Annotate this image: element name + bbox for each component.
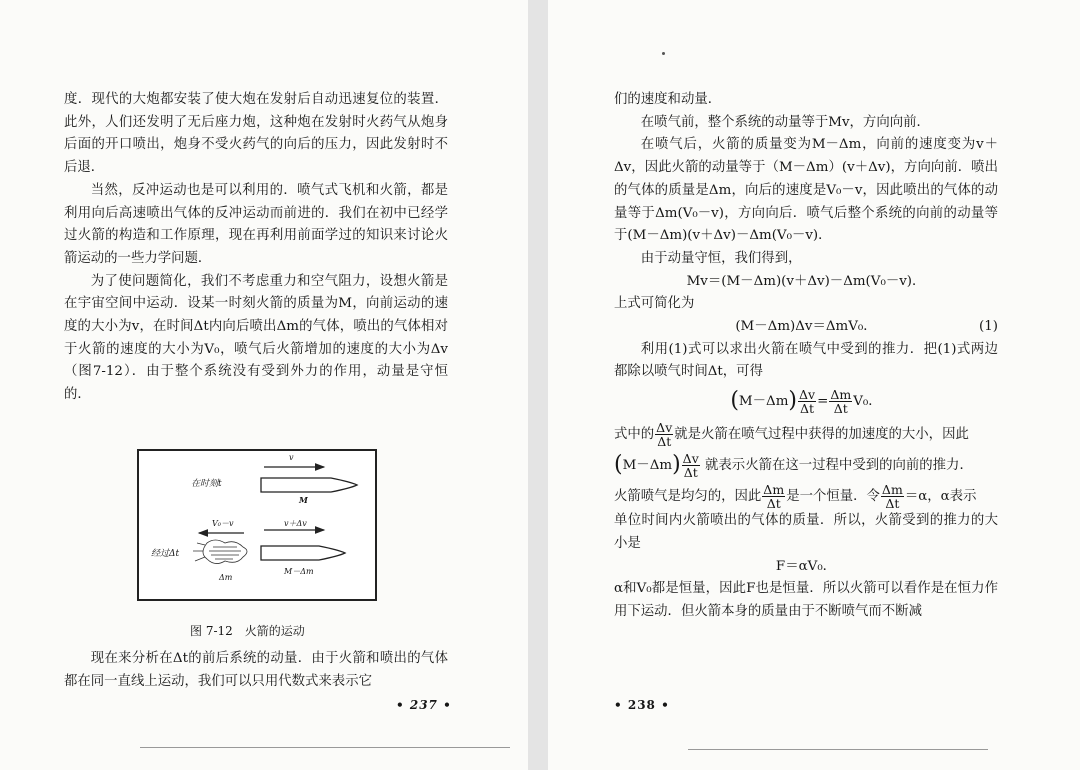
label-v-plus-dv: v＋Δv	[284, 519, 307, 528]
right-line-7: 式中的 $\frac{\Delta v}{\Delta t}$ 就是火箭在喷气过程中获得的加速度的大小，因此	[614, 420, 969, 450]
bottom-rule-right	[688, 749, 988, 750]
right-line-10: 单位时间内火箭喷出的气体的质量．所以，火箭受到的推力的大小是	[614, 513, 998, 551]
label-M-minus-dm: M－Δm	[284, 567, 314, 576]
left-paragraph-2: 当然，反冲运动也是可以利用的．喷气式飞机和火箭，都是利用向后高速喷出气体的反冲运动而前进的．我们在初中已经学过火箭的构造和工作原理，现在再利用前面学过的知识来讨论火箭运动的一些力学问题．	[64, 182, 448, 266]
label-V0-minus-v: V₀－v	[212, 519, 234, 528]
right-line-3: 在喷气后，火箭的质量变为M－Δm，向前的速度变为v＋Δv，因此火箭的动量等于（M－Δm）(v＋Δv)，方向向前．喷出的气体的质量是Δm，向后的速度是V₀－v，因此喷出的气体的动量等于Δm(V₀－v)，方向向后．喷气后整个系统的向前的动量等于(M－Δm)(v＋Δv)－Δm(V₀－v)．	[614, 137, 998, 244]
right-line-1: 们的速度和动量．	[614, 92, 722, 107]
figure-7-12	[137, 449, 377, 601]
rocket-before	[261, 478, 357, 492]
right-line-6: 利用(1)式可以求出火箭在喷气中受到的推力．把(1)式两边都除以喷气时间Δt，可得	[614, 341, 998, 380]
equation-1-row	[614, 316, 998, 339]
right-line-5: 上式可简化为	[614, 296, 695, 312]
left-page	[0, 0, 528, 770]
right-text	[614, 89, 998, 624]
fraction-dm-dt-inline: $\frac{\Delta m}{\Delta t}$	[763, 482, 785, 512]
equation-2: (M－Δm) $\frac{\Delta v}{\Delta t}$ = $\frac{\Delta m}{\Delta t}$ V₀．	[730, 387, 882, 417]
right-line-4: 由于动量守恒，我们得到，	[640, 250, 802, 266]
dust-speck	[662, 52, 665, 55]
left-text-top	[64, 89, 448, 407]
label-after-dt: 经过Δt	[151, 549, 180, 559]
right-line-11: α和V₀都是恒量，因此F也是恒量．所以火箭可以看作是在恒力作用下运动．但火箭本身的质量由于不断喷气而不断减	[614, 581, 998, 619]
left-paragraph-3: 为了使问题简化，我们不考虑重力和空气阻力，设想火箭是在宇宙空间中运动．设某一时刻火箭的质量为M，向前运动的速度的大小为v，在时间Δt内向后喷出Δm的气体，喷出的气体相对于火箭的速度的大小为V₀，喷气后火箭增加的速度的大小为Δv（图7-12）．由于整个系统没有受到外力的作用，动量是守恒的．	[64, 273, 448, 403]
label-at-time-t: 在时刻t	[191, 479, 222, 489]
fraction-dm-dt-inline-2: $\frac{\Delta m}{\Delta t}$	[881, 482, 903, 512]
page-number-right: • 238 •	[614, 698, 670, 712]
fraction-dv-dt-inline-2: $\frac{\Delta v}{\Delta t}$	[682, 451, 699, 481]
fraction-dm-dt: $\frac{\Delta m}{\Delta t}$	[830, 387, 852, 417]
fraction-dv-dt: $\frac{\Delta v}{\Delta t}$	[799, 387, 816, 417]
book-gutter	[528, 0, 548, 770]
exhaust-gas-cloud	[193, 540, 247, 564]
equation-1-number: (1)	[979, 319, 998, 335]
right-line-8: (M－Δm) $\frac{\Delta v}{\Delta t}$ 就表示火箭在这一过程中受到的向前的推力．	[614, 451, 973, 481]
label-dm: Δm	[219, 573, 233, 582]
left-paragraph-4: 现在来分析在Δt的前后系统的动量．由于火箭和喷出的气体都在同一直线上运动，我们可以只用代数式来表示它	[64, 651, 448, 689]
equation-thrust: F＝αV₀．	[775, 558, 837, 574]
rocket-after	[261, 546, 345, 560]
bottom-rule-left	[140, 747, 510, 748]
right-line-9: 火箭喷气是均匀的，因此 $\frac{\Delta m}{\Delta t}$ 是一个恒量．令 $\frac{\Delta m}{\Delta t}$ ＝α，α表示	[614, 482, 977, 512]
label-v: v	[289, 453, 294, 462]
figure-caption: 图 7-12 火箭的运动	[190, 624, 305, 638]
page-number-left: • 237 •	[396, 698, 452, 712]
equation-1: (M－Δm)Δv＝ΔmV₀．	[735, 319, 877, 335]
right-line-2: 在喷气前，整个系统的动量等于Mv，方向向前．	[640, 114, 930, 130]
equation-2-tail: V₀．	[853, 394, 882, 410]
left-paragraph-1: 度．现代的大炮都安装了使大炮在发射后自动迅速复位的装置．此外，人们还发明了无后座力炮，这种炮在发射时火药气从炮身后面的开口喷出，炮身不受火药气的向后的压力，因此发射时不后退．	[64, 92, 448, 176]
fraction-dv-dt-inline: $\frac{\Delta v}{\Delta t}$	[656, 420, 673, 450]
label-M: M	[299, 495, 308, 505]
equation-momentum: Mv＝(M－Δm)(v＋Δv)－Δm(V₀－v)．	[686, 273, 926, 289]
rocket-diagram	[139, 451, 375, 599]
left-text-bottom	[64, 648, 448, 693]
right-page	[548, 0, 1080, 770]
equation-2-left: M－Δm	[738, 394, 789, 410]
